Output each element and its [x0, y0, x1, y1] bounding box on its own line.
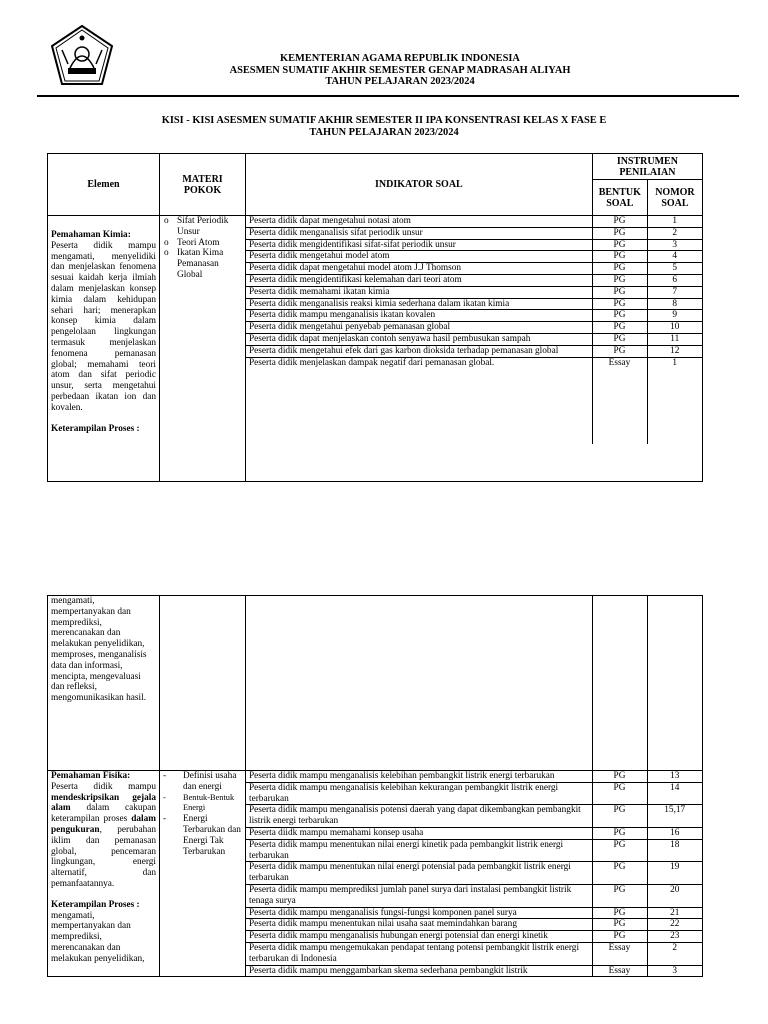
nomor-cell: 9: [647, 310, 702, 322]
empty-cell: [592, 596, 647, 771]
indikator-cell: Peserta didik menganalisis reaksi kimia sederhana dalam ikatan kimia: [246, 298, 592, 310]
table-row: [246, 263, 702, 275]
indikator-cell: Peserta didik dapat mengetahui model atom J.J Thomson: [246, 263, 592, 275]
kemenag-logo: [48, 24, 116, 88]
table-row: [246, 805, 702, 828]
indikator-cell: Peserta didik mampu mengemukakan pendapat tentang potensi pembangkit listrik energi terbarukan di Indonesia: [246, 942, 592, 965]
kimia-elemen-footer: Keterampilan Proses :: [51, 423, 140, 434]
bentuk-cell: PG: [592, 298, 647, 310]
fisika-elemen-text: dalam cakupan keterampilan proses: [51, 803, 156, 825]
nomor-cell: 15,17: [647, 805, 702, 828]
nomor-cell: 13: [647, 771, 702, 782]
header-indikator: INDIKATOR SOAL: [246, 154, 593, 216]
indikator-cell: Peserta didik mampu menganalisis potensi daerah yang dapat dikembangkan pembangkit listrik energi terbarukan: [246, 805, 592, 828]
header-nomor: NOMOR SOAL: [647, 180, 702, 216]
materi-item: o Ikatan Kima Pemanasan Global: [163, 248, 242, 280]
indikator-cell: Peserta didik mampu menentukan nilai energi kinetik pada pembangkit listrik energi terbarukan: [246, 839, 592, 862]
bentuk-cell: PG: [592, 862, 647, 885]
materi-item: - Definisi usaha dan energi: [163, 771, 242, 793]
table-row: [246, 322, 702, 334]
table-row: [246, 357, 702, 444]
materi-item: o Teori Atom: [163, 238, 242, 249]
bentuk-cell: PG: [592, 827, 647, 839]
fisika-elemen-bold: mendeskripsikan gejala alam: [51, 792, 156, 814]
nomor-cell: 23: [647, 931, 702, 943]
table-row: [246, 942, 702, 965]
bentuk-cell: PG: [592, 263, 647, 275]
indikator-cell: Peserta didik memahami ikatan kimia: [246, 286, 592, 298]
indikator-cell: Peserta didik mampu menganalisis kelebihan kekurangan pembangkit listrik energi terbarukan: [246, 782, 592, 805]
bentuk-cell: Essay: [592, 357, 647, 444]
nomor-cell: 16: [647, 827, 702, 839]
nomor-cell: 4: [647, 251, 702, 263]
kimia-materi-cell: [160, 216, 246, 482]
bentuk-cell: PG: [592, 216, 647, 227]
fisika-elemen-text: Peserta didik mampu: [51, 781, 156, 792]
nomor-cell: 3: [647, 239, 702, 251]
fisika-keterampilan-text: mengamati, mempertanyakan dan memprediksi, merencanakan dan melakukan penyelidikan,: [51, 910, 145, 964]
indikator-cell: Peserta didik mampu menggambarkan skema sederhana pembangkit listrik: [246, 965, 592, 976]
table-row: [246, 965, 702, 976]
nomor-cell: 1: [647, 216, 702, 227]
indikator-cell: Peserta didik mampu menganalisis kelebihan pembangkit listrik energi terbarukan: [246, 771, 592, 782]
bentuk-cell: Essay: [592, 965, 647, 976]
table-row: [246, 310, 702, 322]
bentuk-cell: PG: [592, 839, 647, 862]
indikator-cell: Peserta didik mampu menentukan nilai usaha saat memindahkan barang: [246, 919, 592, 931]
kisi-table-page1: [47, 153, 703, 482]
materi-item: - Energi Terbarukan dan Energi Tak Terbarukan: [163, 814, 242, 857]
indikator-cell: Peserta didik mampu memprediksi jumlah panel surya dari instalasi pembangkit listrik tenaga surya: [246, 884, 592, 907]
table-row: [246, 862, 702, 885]
fisika-elemen-bold: dalam pengukuran: [51, 814, 157, 835]
kisi-table-page2: [47, 595, 703, 977]
bentuk-cell: PG: [592, 884, 647, 907]
bentuk-cell: PG: [592, 805, 647, 828]
bentuk-cell: PG: [592, 310, 647, 322]
nomor-cell: 3: [647, 965, 702, 976]
bentuk-cell: PG: [592, 782, 647, 805]
nomor-cell: 22: [647, 919, 702, 931]
table-row: [246, 771, 702, 782]
table-row: [246, 907, 702, 919]
table-row: [246, 274, 702, 286]
bentuk-cell: PG: [592, 274, 647, 286]
document-title: [60, 115, 708, 139]
header-exam: ASESMEN SUMATIF AKHIR SEMESTER GENAP MADRASAH ALIYAH: [229, 64, 571, 76]
table-row: [246, 286, 702, 298]
nomor-cell: 20: [647, 884, 702, 907]
indikator-cell: Peserta didik mampu menganalisis ikatan kovalen: [246, 310, 592, 322]
table-row: [246, 884, 702, 907]
indikator-cell: Peserta didik dapat menjelaskan contoh senyawa hasil pembusukan sampah: [246, 333, 592, 345]
nomor-cell: 5: [647, 263, 702, 275]
header-materi: MATERI POKOK: [160, 154, 246, 216]
nomor-cell: 18: [647, 839, 702, 862]
indikator-cell: Peserta didik mampu menganalisis hubungan energi potensial dan energi kinetik: [246, 931, 592, 943]
bentuk-cell: PG: [592, 931, 647, 943]
indikator-cell: Peserta didik mengidentifikasi sifat-sifat periodik unsur: [246, 239, 592, 251]
fisika-elemen-footer: Keterampilan Proses :: [51, 899, 140, 910]
indikator-cell: Peserta didik mampu menganalisis fungsi-fungsi komponen panel surya: [246, 907, 592, 919]
empty-cell: [246, 596, 593, 771]
bentuk-cell: PG: [592, 251, 647, 263]
bentuk-cell: PG: [592, 333, 647, 345]
table-row: [246, 298, 702, 310]
bentuk-cell: Essay: [592, 942, 647, 965]
kimia-elemen-title: Pemahaman Kimia:: [51, 230, 131, 240]
document-header: [150, 53, 650, 88]
header-divider: [37, 95, 739, 97]
bentuk-cell: PG: [592, 907, 647, 919]
nomor-cell: 11: [647, 333, 702, 345]
fisika-elemen-title: Pemahaman Fisika:: [51, 771, 131, 781]
bentuk-cell: PG: [592, 227, 647, 239]
nomor-cell: 19: [647, 862, 702, 885]
header-year: TAHUN PELAJARAN 2023/2024: [325, 76, 475, 87]
table-row: [246, 251, 702, 263]
nomor-cell: 21: [647, 907, 702, 919]
nomor-cell: 2: [647, 227, 702, 239]
indikator-cell: Peserta didik menjelaskan dampak negatif dari pemanasan global.: [246, 357, 592, 444]
title-line: KISI - KISI ASESMEN SUMATIF AKHIR SEMESTER II IPA KONSENTRASI KELAS X FASE E: [161, 115, 607, 126]
table-row: [246, 345, 702, 357]
indikator-cell: Peserta didik mampu menentukan nilai energi potensial pada pembangkit listrik energi terbarukan: [246, 862, 592, 885]
nomor-cell: 14: [647, 782, 702, 805]
indikator-cell: Peserta didik mengetahui model atom: [246, 251, 592, 263]
keterampilan-continuation: mengamati, mempertanyakan dan memprediksi, merencanakan dan melakukan penyelidikan, memproses, menganalisis data dan informasi, mencipta, mengevaluasi dan refleksi, mengomunikasikan hasil.: [48, 596, 160, 771]
kimia-elemen-cell: [48, 216, 160, 482]
materi-item: - Bentuk-Bentuk Energi: [163, 793, 242, 815]
indikator-cell: Peserta didik menganalisis sifat periodik unsur: [246, 227, 592, 239]
table-row: [246, 333, 702, 345]
bentuk-cell: PG: [592, 286, 647, 298]
nomor-cell: 7: [647, 286, 702, 298]
table-row: [246, 227, 702, 239]
nomor-cell: 2: [647, 942, 702, 965]
fisika-indikator-block: [246, 771, 703, 977]
table-row: [246, 216, 702, 227]
header-elemen: Elemen: [48, 154, 160, 216]
materi-item: o Sifat Periodik Unsur: [163, 216, 242, 238]
bentuk-cell: PG: [592, 322, 647, 334]
header-instrumen: INSTRUMEN PENILAIAN: [592, 154, 702, 180]
title-year: TAHUN PELAJARAN 2023/2024: [309, 127, 459, 138]
kimia-elemen-text: Peserta didik mampu mengamati, menyelidiki dan menjelaskan fenomena sesuai kaidah kerja ilmiah dalam menjelaskan konsep kimia dalam kehidupan sehari hari; menerapkan konsep kimia dalam pengelolaan lingkungan termasuk menjelaskan fenomena pemanasan global; memahami teori atom dan sifat periodic unsur, serta mengetahui perbedaan ikatan ion dan kovalen.: [51, 240, 156, 413]
nomor-cell: 1: [647, 357, 702, 444]
fisika-elemen-text: , perubahan iklim dan pemanasan global, pencemaran lingkungan, energi alternatif, dan pemanfaatannya.: [51, 824, 156, 889]
nomor-cell: 12: [647, 345, 702, 357]
nomor-cell: 8: [647, 298, 702, 310]
indikator-cell: Peserta didik dapat mengetahui notasi atom: [246, 216, 592, 227]
indikator-cell: Peserta diidk mampu memahami konsep usaha: [246, 827, 592, 839]
indikator-cell: Peserta didik mengidentifikasi kelemahan dari teori atom: [246, 274, 592, 286]
kimia-indikator-block: [246, 216, 703, 482]
nomor-cell: 6: [647, 274, 702, 286]
table-row: [246, 931, 702, 943]
fisika-elemen-cell: [48, 771, 160, 977]
table-row: [246, 839, 702, 862]
header-ministry: KEMENTERIAN AGAMA REPUBLIK INDONESIA: [280, 53, 520, 64]
header-bentuk: BENTUK SOAL: [592, 180, 647, 216]
indikator-cell: Peserta didik mengetahui penyebab pemanasan global: [246, 322, 592, 334]
nomor-cell: 10: [647, 322, 702, 334]
table-row: [246, 919, 702, 931]
table-row: [246, 239, 702, 251]
indikator-cell: Peserta didik mengetahui efek dari gas karbon dioksida terhadap pemanasan global: [246, 345, 592, 357]
bentuk-cell: PG: [592, 771, 647, 782]
table-row: [246, 827, 702, 839]
table-row: [246, 782, 702, 805]
bentuk-cell: PG: [592, 239, 647, 251]
empty-cell: [647, 596, 702, 771]
bentuk-cell: PG: [592, 919, 647, 931]
bentuk-cell: PG: [592, 345, 647, 357]
empty-cell: [160, 596, 246, 771]
fisika-materi-cell: [160, 771, 246, 977]
